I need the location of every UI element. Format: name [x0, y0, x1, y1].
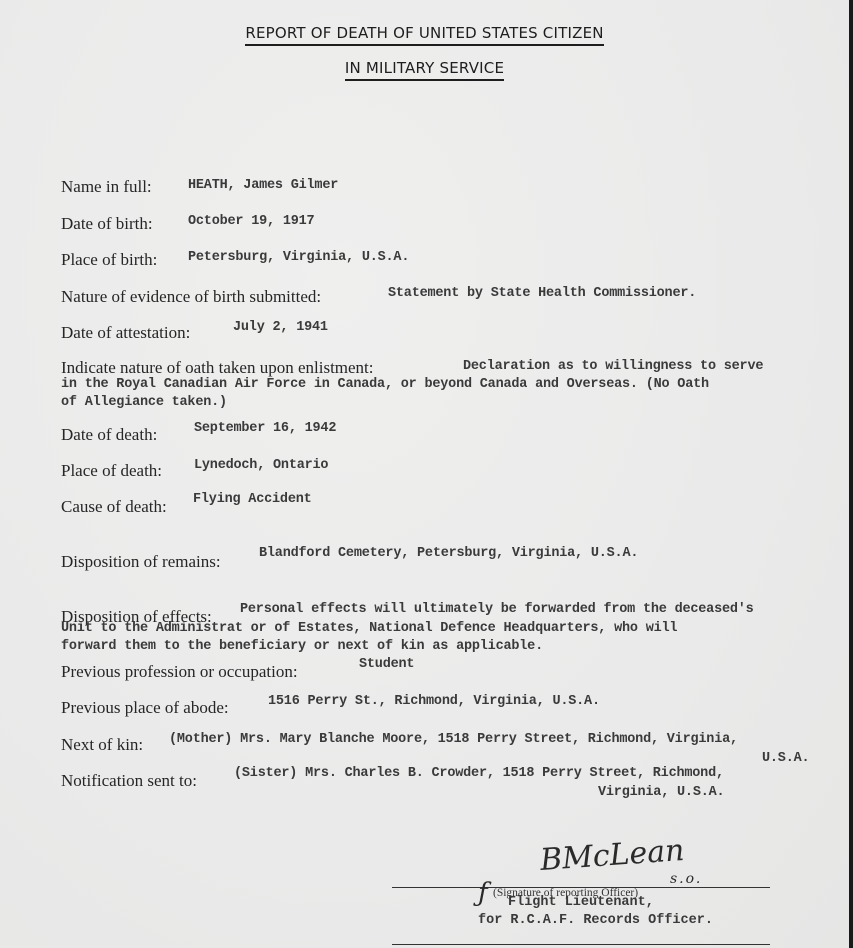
date-of-birth-value: October 19, 1917 [188, 214, 315, 229]
oath-label: Indicate nature of oath taken upon enlistment: [61, 358, 374, 377]
name-value: HEATH, James Gilmer [188, 178, 339, 193]
date-of-death-label: Date of death: [61, 425, 158, 444]
date-of-attestation-value: July 2, 1941 [233, 320, 328, 335]
document-subtitle [0, 59, 849, 77]
next-of-kin-label: Next of kin: [61, 735, 144, 754]
previous-occupation-value: Student [359, 657, 415, 672]
disposition-of-effects-label: Disposition of effects: [61, 607, 212, 626]
oath-value-line-1: Declaration as to willingness to serve [463, 359, 764, 374]
previous-occupation-label: Previous profession or occupation: [61, 662, 298, 681]
officer-rank: Flight Lieutenant, [508, 895, 654, 910]
notification-sent-to-label: Notification sent to: [61, 771, 197, 790]
place-of-death-label: Place of death: [61, 461, 163, 480]
next-of-kin-line-1: (Mother) Mrs. Mary Blanche Moore, 1518 Perry Street, Richmond, Virginia, [169, 732, 738, 747]
place-of-death-value: Lynedoch, Ontario [194, 458, 329, 473]
notification-sent-to-line-1: (Sister) Mrs. Charles B. Crowder, 1518 Perry Street, Richmond, [234, 766, 724, 781]
name-label: Name in full: [61, 177, 152, 196]
date-of-attestation-label: Date of attestation: [61, 323, 191, 342]
oath-value-line-2: in the Royal Canadian Air Force in Canada, or beyond Canada and Overseas. (No Oath [61, 377, 709, 392]
previous-abode-label: Previous place of abode: [61, 698, 229, 717]
disposition-of-effects-line-2: Unit to the Administrat or of Estates, National Defence Headquarters, who will [61, 621, 678, 636]
disposition-of-remains-value: Blandford Cemetery, Petersburg, Virginia, U.S.A. [259, 546, 639, 561]
cause-of-death-value: Flying Accident [193, 492, 312, 507]
next-of-kin-line-2: U.S.A. [762, 751, 810, 766]
disposition-of-effects-line-1: Personal effects will ultimately be forwarded from the deceased's [240, 602, 754, 617]
bottom-rule [392, 944, 770, 945]
title-line-1: REPORT OF DEATH OF UNITED STATES CITIZEN [245, 24, 603, 46]
disposition-of-effects-line-3: forward them to the beneficiary or next of kin as applicable. [61, 639, 543, 654]
officer-for-line: for R.C.A.F. Records Officer. [478, 913, 713, 928]
place-of-birth-label: Place of birth: [61, 250, 158, 269]
officer-signature: BMcLean [538, 833, 686, 878]
oath-value-line-3: of Allegiance taken.) [61, 395, 227, 410]
evidence-of-birth-label: Nature of evidence of birth submitted: [61, 287, 322, 306]
date-of-birth-label: Date of birth: [61, 214, 153, 233]
date-of-death-value: September 16, 1942 [194, 421, 337, 436]
title-line-2: IN MILITARY SERVICE [345, 59, 504, 81]
signature-caption: (Signature of reporting Officer) [493, 887, 639, 899]
disposition-of-remains-label: Disposition of remains: [61, 552, 221, 571]
document-title [0, 24, 849, 42]
place-of-birth-value: Petersburg, Virginia, U.S.A. [188, 250, 410, 265]
cause-of-death-label: Cause of death: [61, 497, 167, 516]
scan-edge [849, 0, 853, 948]
notification-sent-to-line-2: Virginia, U.S.A. [598, 785, 725, 800]
signature-suffix: s.o. [670, 871, 703, 887]
evidence-of-birth-value: Statement by State Health Commissioner. [388, 286, 697, 301]
initial-mark: ƒ [478, 878, 488, 908]
previous-abode-value: 1516 Perry St., Richmond, Virginia, U.S.A. [268, 694, 600, 709]
